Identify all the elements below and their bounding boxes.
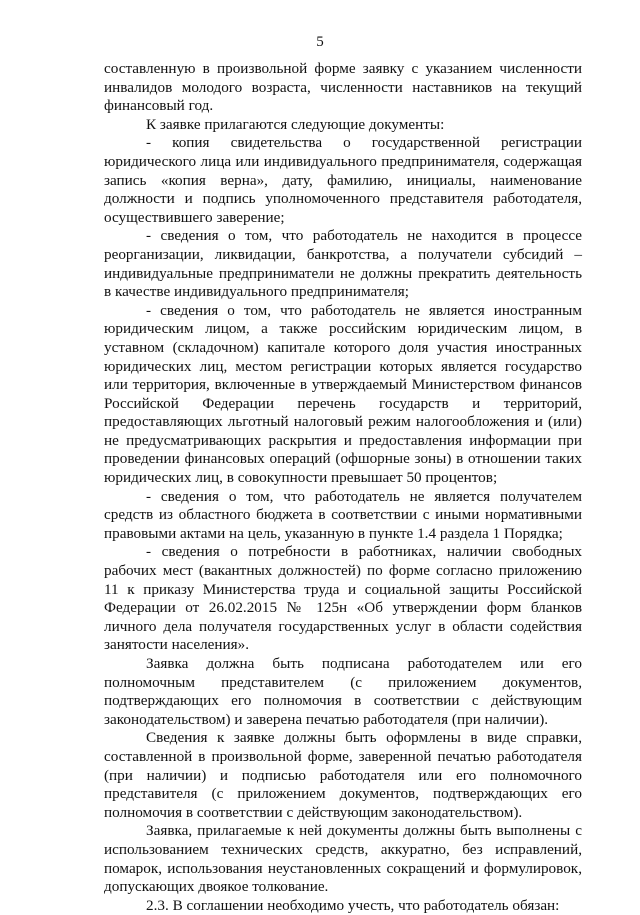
list-item-budget-recipient-info: - сведения о том, что работодатель не является получателем средств из областного бюджета в соответствии с иными нормативными правовыми актами на цель, указанную в пункте 1.4 раздела 1 Порядка;	[104, 487, 582, 542]
list-item-registration-copy: - копия свидетельства о государственной регистрации юридического лица или индивидуального предпринимателя, содержащая запись «копия верна», дату, фамилию, инициалы, наименование должности и подпись уполномоченного представителя работодателя, осуществившего заверение;	[104, 134, 582, 226]
paragraph-execution-requirements: Заявка, прилагаемые к ней документы должны быть выполнены с использованием технических средств, аккуратно, без исправлений, помарок, использования неустановленных сокращений и формулировок, допускающих двоякое толкование.	[104, 822, 582, 896]
paragraph-continuation: составленную в произвольной форме заявку с указанием численности инвалидов молодого возраста, численности наставников на текущий финансовый год.	[104, 60, 582, 115]
list-item-vacancies-info: - сведения о потребности в работниках, наличии свободных рабочих мест (вакантных должностей) по форме согласно приложению 11 к приказу Министерства труда и социальной защиты Российской Федерации от 26.02.2015 № 125н «Об утверждении форм бланков личного дела получателя государственных услуг в области содействия занятости населения».	[104, 543, 582, 654]
paragraph-section-2-3: 2.3. В соглашении необходимо учесть, что работодатель обязан:	[146, 896, 560, 914]
paragraph-attachment-format: Сведения к заявке должны быть оформлены в виде справки, составленной в произвольной форме, заверенной печатью работодателя (при наличии) и подписью работодателя или его полномочного представителя (с приложением документов, подтверждающих его полномочия в соответствии с действующим законодательством).	[104, 729, 582, 821]
list-item-reorganization-info: - сведения о том, что работодатель не находится в процессе реорганизации, ликвидации, банкротства, а получатели субсидий – индивидуальные предприниматели не должны прекратить деятельность в качестве индивидуального предпринимателя;	[104, 227, 582, 301]
document-body	[104, 60, 582, 915]
list-item-foreign-entity-info: - сведения о том, что работодатель не является иностранным юридическим лицом, а также российским юридическим лицом, в уставном (складочном) капитале которого доля участия иностранных юридических лиц, местом регистрации которых является государство или территория, включенные в утверждаемый Министерством финансов Российской Федерации перечень государств и территорий, предоставляющих льготный налоговый режим налогообложения и (или) не предусматривающих раскрытия и предоставления информации при проведении финансовых операций (офшорные зоны) в отношении таких юридических лиц, в совокупности превышает 50 процентов;	[104, 301, 582, 487]
paragraph-documents-intro: К заявке прилагаются следующие документы:	[146, 115, 445, 133]
page-number: 5	[316, 34, 324, 50]
paragraph-signature-requirement: Заявка должна быть подписана работодателем или его полномочным представителем (с приложением документов, подтверждающих его полномочия в соответствии с действующим законодательством) и заверена печатью работодателя (при наличии).	[104, 655, 582, 728]
